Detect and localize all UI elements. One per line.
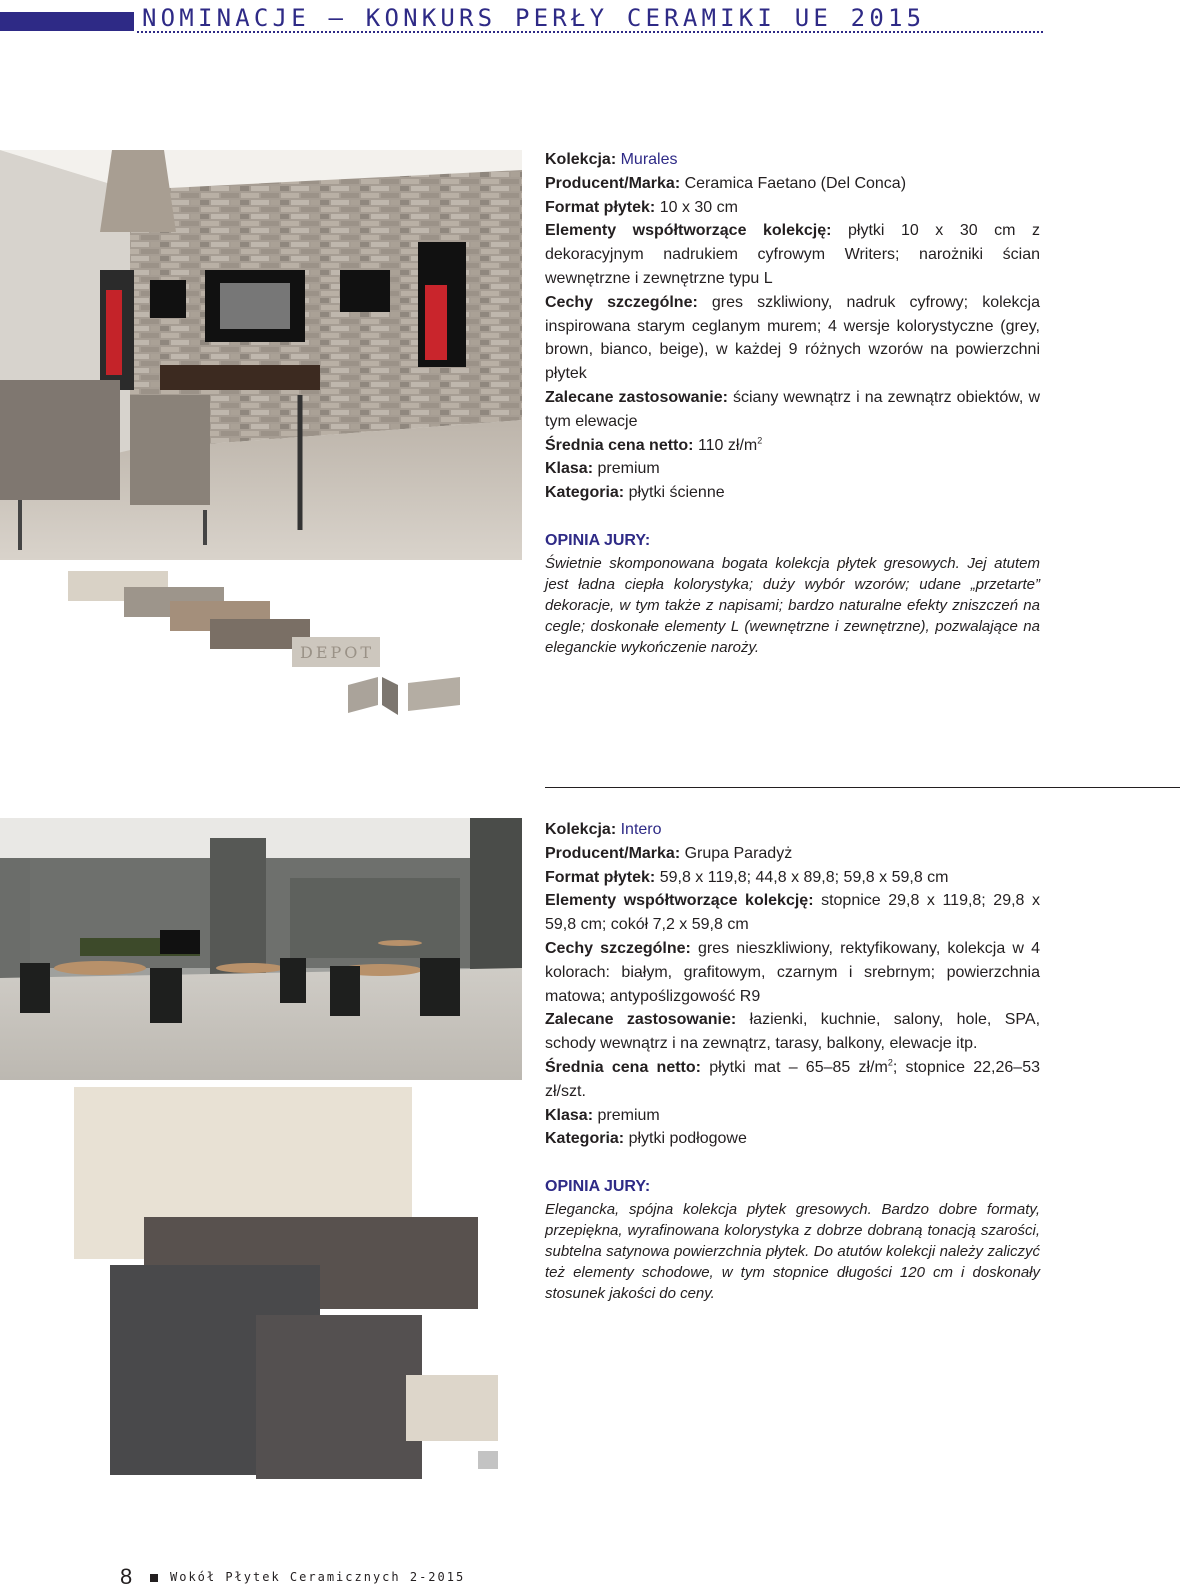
intero-interior-photo [0,818,522,1080]
field-kategoria: Kategoria: płytki ścienne [545,484,725,502]
section-divider [545,787,1180,788]
header-bar [0,12,134,31]
field-klasa: Klasa: premium [545,460,660,478]
field-cena: Średnia cena netto: płytki mat – 65–85 $zł/m^2$; stopnice 22,26–53 zł/szt. [545,1057,1040,1100]
field-cena: Średnia cena netto: 110 $zł/m^2$ [545,435,763,454]
field-klasa: Klasa: premium [545,1106,660,1124]
collection-name: Murales [620,151,678,168]
jury-heading: OPINIA JURY: [545,531,651,549]
jury-opinion: Elegancka, spójna kolekcja płytek gresowych. Bardzo dobre formaty, przepiękna, wyrafinowana kolorystyka z dobrze dobraną tonacją szarości, subtelna satynowa powierzchnia płytek. Do atutów kolekcji należy zaliczyć też elementy schodowe, w tym stopnice długości 120 cm i doskonały stosunek jakości do ceny. [545,1200,1040,1302]
murales-info [545,148,1040,658]
field-kategoria: Kategoria: płytki podłogowe [545,1130,747,1148]
field-format: Format płytek: 10 x 30 cm [545,198,738,216]
collection-name: Intero [620,821,662,838]
field-zastosowanie: Zalecane zastosowanie: ściany wewnątrz i na zewnątrz obiektów, w tym elewacje [545,388,1040,430]
field-zastosowanie: Zalecane zastosowanie: łazienki, kuchnie, salony, hole, SPA, schody wewnątrz i na zewnątrz, tarasy, balkony, elewacje itp. [545,1011,1041,1053]
footer-square-marker [150,1574,158,1582]
field-cechy: Cechy szczególne: gres szkliwiony, nadruk cyfrowy; kolekcja inspirowana starym ceglanym murem; 4 wersje kolorystyczne (grey, brown, bianco, beige), w każdej 9 różnych wzorów na powierzchni płytek [545,293,1041,383]
section-title: NOMINACJE – KONKURS PERŁY CERAMIKI UE 2015 [142,4,926,32]
field-kolekcja: Kolekcja: Murales [545,151,678,168]
jury-heading: OPINIA JURY: [545,1178,651,1196]
field-elementy: Elementy współtworzące kolekcję: stopnice 29,8 x 119,8; 29,8 x 59,8 cm; cokół 7,2 x 59,8 cm [545,892,1040,934]
field-cechy: Cechy szczególne: gres nieszkliwiony, rektyfikowany, kolekcja w 4 kolorach: białym, grafitowym, czarnym i srebrnym; powierzchnia matowa; antypoślizgowość R9 [545,939,1040,1005]
field-elementy: Elementy współtworzące kolekcję: płytki 10 x 30 cm z dekoracyjnym nadrukiem cyfrowym Writers; narożniki ścian wewnętrzne i zewnętrzne typu L [545,222,1040,287]
header-dotted-rule [137,31,1043,33]
intero-tile-samples [60,1075,500,1495]
page-number: 8 [120,1564,133,1589]
magazine-title: Wokół Płytek Ceramicznych 2-2015 [170,1570,466,1584]
field-kolekcja: Kolekcja: Intero [545,821,662,838]
field-format: Format płytek: 59,8 x 119,8; 44,8 x 89,8; 59,8 x 59,8 cm [545,868,949,886]
murales-tile-samples [60,565,480,735]
intero-info [545,818,1040,1304]
depot-tile-label: DEPOT [300,643,375,662]
field-producent: Producent/Marka: Grupa Paradyż [545,844,793,862]
jury-opinion: Świetnie skomponowana bogata kolekcja płytek gresowych. Jej atutem jest ładna ciepła kolorystyka; duży wybór wzorów; udane „przetarte” dekoracje, w tym także z napisami; bardzo naturalne efekty zniszczeń na cegle; doskonałe elementy L (wewnętrzne i zewnętrzne), pozwalające na eleganckie wykończenie naroży. [545,554,1040,656]
field-producent: Producent/Marka: Ceramica Faetano (Del Conca) [545,174,907,192]
murales-interior-photo [0,150,522,560]
